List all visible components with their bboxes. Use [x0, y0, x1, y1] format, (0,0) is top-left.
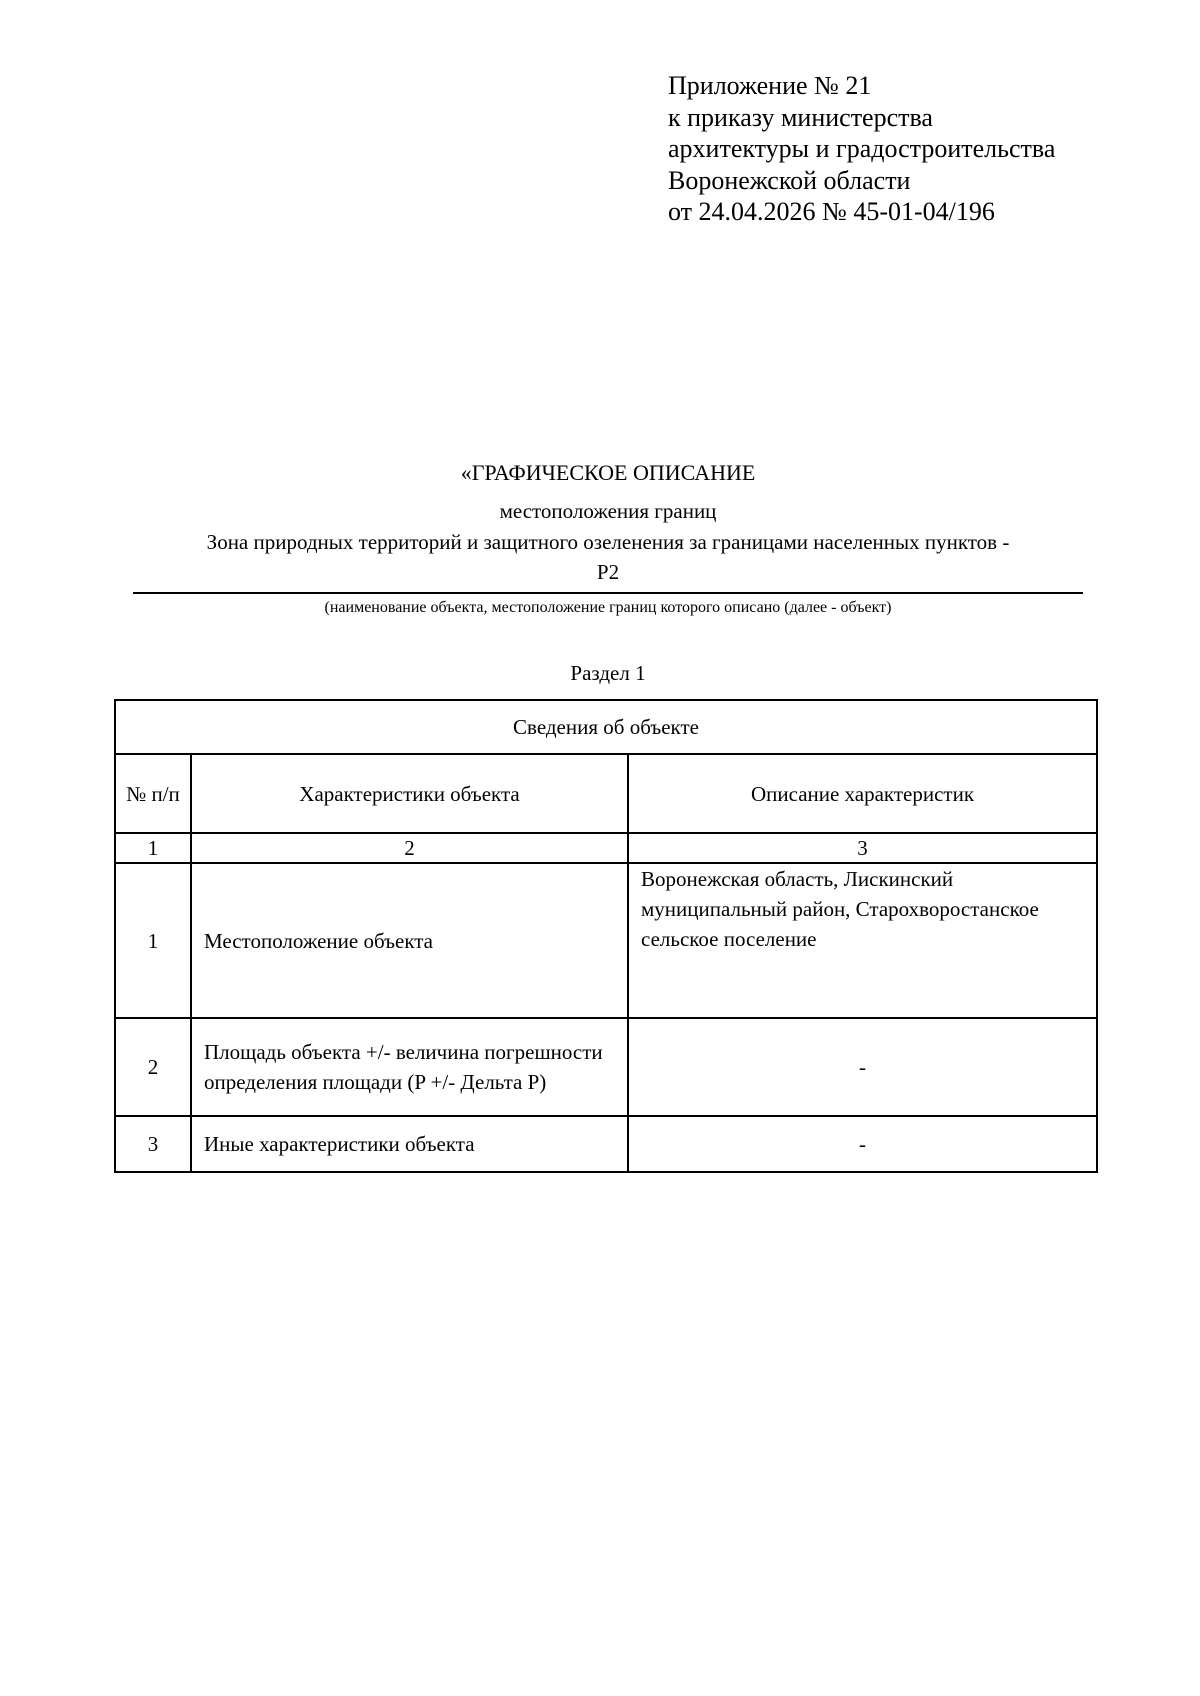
column-index: 3 [628, 833, 1097, 863]
row-number: 3 [115, 1116, 191, 1172]
row-description: - [628, 1116, 1097, 1172]
table-title-row [115, 700, 1097, 754]
annex-line: Воронежской области [668, 165, 911, 195]
table-column-index-row [115, 833, 1097, 863]
table-row [115, 1116, 1097, 1172]
table-row [115, 1018, 1097, 1116]
object-name-underline [133, 592, 1083, 594]
object-name-caption: (наименование объекта, местоположение границ которого описано (далее - объект) [324, 599, 892, 616]
column-header-characteristic: Характеристики объекта [191, 754, 628, 833]
document-title: «ГРАФИЧЕСКОЕ ОПИСАНИЕ [460, 460, 756, 485]
row-number: 1 [115, 863, 191, 1018]
annex-line: Приложение № 21 [668, 71, 872, 100]
object-name-line-1: Зона природных территорий и защитного озеленения за границами населенных пунктов - [206, 530, 1010, 554]
annex-line: архитектуры и градостроительства [668, 134, 1056, 163]
document-subtitle: местоположения границ [499, 499, 717, 523]
column-header-description: Описание характеристик [628, 754, 1097, 833]
row-characteristic: Площадь объекта +/- величина погрешности определения площади (P +/- Дельта P) [191, 1018, 628, 1116]
column-index: 1 [115, 833, 191, 863]
annex-line: от 24.04.2026 № 45-01-04/196 [668, 197, 995, 226]
table-title: Сведения об объекте [115, 700, 1097, 754]
column-header-number: № п/п [115, 754, 191, 833]
object-info-table [114, 699, 1098, 1173]
title-block [133, 458, 1083, 586]
annex-line: к приказу министерства [668, 102, 933, 132]
row-characteristic: Местоположение объекта [191, 863, 628, 1018]
row-description: - [628, 1018, 1097, 1116]
column-index: 2 [191, 833, 628, 863]
row-number: 2 [115, 1018, 191, 1116]
table-header-row [115, 754, 1097, 833]
object-name-line-2: Р2 [596, 560, 620, 584]
row-characteristic: Иные характеристики объекта [191, 1116, 628, 1172]
table-row [115, 863, 1097, 1018]
row-description: Воронежская область, Лискинский муниципальный район, Старохворостанское сельское поселение [628, 863, 1097, 1018]
annex-block [668, 70, 1055, 228]
section-label: Раздел 1 [570, 661, 646, 685]
